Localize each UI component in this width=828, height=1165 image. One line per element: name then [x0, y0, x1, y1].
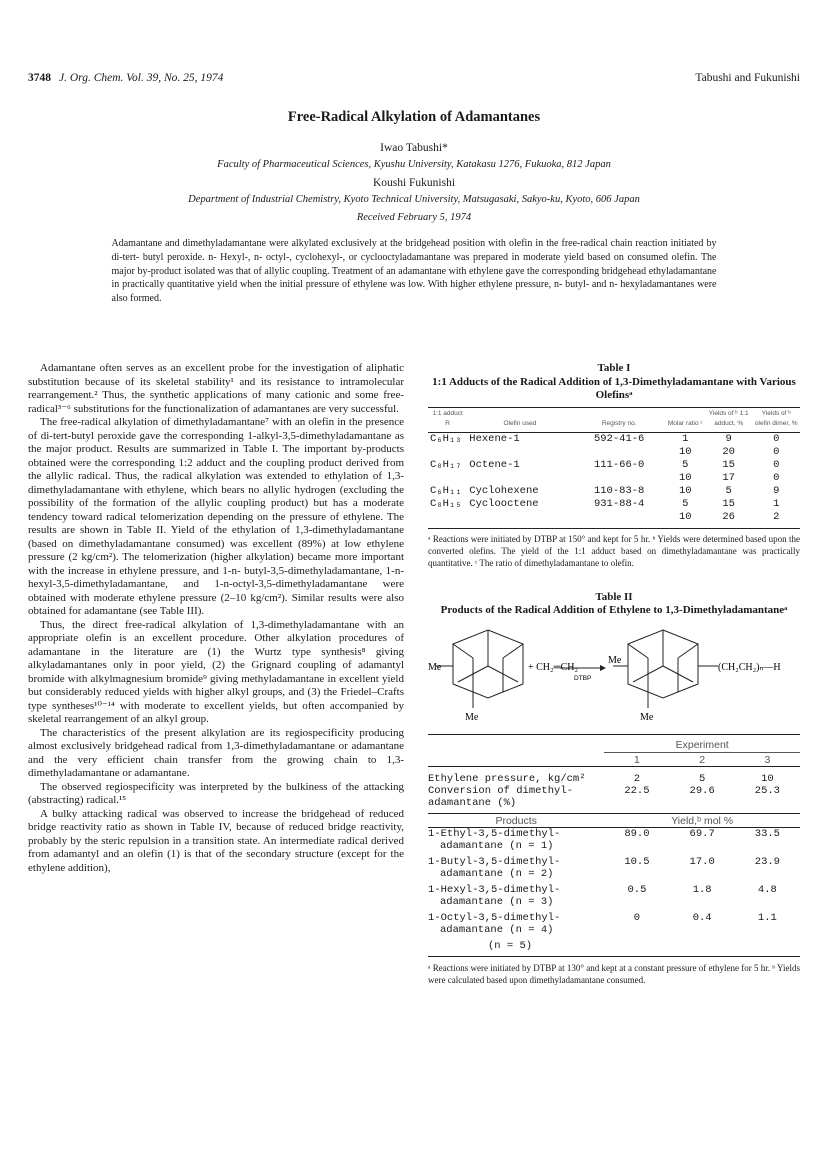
table1-header: Yields of ᵇ olefin dimer, % [754, 409, 798, 427]
product-name: 1-Butyl-3,5-dimethyl- [428, 856, 561, 868]
product-name-cont: adamantane (n = 1) [440, 840, 554, 852]
table1-header: Molar ratio ᶜ [667, 419, 703, 427]
author-2: Koushi Fukunishi [372, 177, 456, 189]
table1-footnote: ᵃ Reactions were initiated by DTBP at 150° and kept for 5 hr. ᵇ Yields were determined based upon the converted olefins. The yield of the 1:1 adduct based on dimethyladamantane was practically quantitative. ᶜ The ratio of dimethyladamantane to olefin. [428, 533, 800, 568]
table1-cell: Cyclohexene [469, 485, 539, 497]
ethylene-reagent: + CH₂═CH₂ [528, 661, 578, 673]
catalyst-label: DTBP [574, 674, 592, 682]
received-date: Received February 5, 1974 [356, 212, 472, 223]
table1-cell: 10 [678, 511, 692, 523]
table1-caption [428, 362, 800, 403]
product-yield: 10.5 [624, 856, 650, 868]
condition-label: Conversion of dimethyl-adamantane (%) [428, 785, 573, 809]
table1-cell [428, 446, 467, 459]
table1-cell: 10 [678, 472, 692, 484]
table1-cell [428, 472, 467, 485]
table1-cell: C₈H₁₇ [430, 459, 462, 471]
experiment-number: 3 [764, 753, 771, 766]
experiment-number: 2 [699, 753, 706, 766]
table1-row [428, 472, 800, 485]
condition-value: 25.3 [754, 785, 780, 797]
reaction-scheme [428, 622, 800, 734]
left-column [28, 362, 404, 875]
table1-cell: 931-88-4 [593, 498, 645, 510]
table1-row [428, 485, 800, 498]
table1-header: Registry no. [601, 419, 637, 427]
table1-cell: 15 [722, 498, 735, 510]
table2-label: Table II [595, 590, 633, 603]
condition-value: 22.5 [624, 785, 650, 797]
product-row [428, 912, 800, 924]
paragraph: The characteristics of the present alkylation are its regiospecificity producing almost exclusively bridgehead radical from 1,3-dimethyladamantane or adamantane and the very efficient chain transfer from the growing chain to 1,3-dimethyladamantane or adamantane. [28, 726, 404, 779]
reaction-arrowhead [600, 665, 606, 671]
paragraph: The observed regiospecificity was interpreted by the bulkiness of the attacking (abstracting) radical.¹⁵ [28, 780, 404, 806]
table1-cell: 1 [682, 433, 689, 445]
table1-cell: Hexene-1 [469, 433, 520, 445]
product-yield: 1.8 [692, 884, 712, 896]
table1-cell: 5 [682, 498, 689, 510]
running-head [28, 72, 800, 90]
table1-cell: 17 [722, 472, 735, 484]
table1-cell: 5 [725, 485, 732, 497]
product-row-cont [428, 896, 800, 912]
product-yield: 89.0 [624, 828, 650, 840]
table1-cell: 15 [722, 459, 735, 471]
page-number: 3748 [28, 72, 51, 84]
table1-cell: 110-83-8 [593, 485, 645, 497]
table1-cell [428, 511, 467, 524]
product-name-cont: adamantane (n = 4) [440, 924, 554, 936]
paper-title: Free-Radical Alkylation of Adamantanes [287, 109, 541, 125]
table1-cell: C₈H₁₅ [430, 498, 462, 510]
table1-row [428, 446, 800, 459]
table1-cell: 111-66-0 [593, 459, 645, 471]
me-label-right: Me [608, 654, 622, 666]
me-label-bottom-right: Me [640, 711, 654, 723]
running-authors: Tabushi and Fukunishi [695, 72, 800, 84]
table1-cell: 9 [725, 433, 732, 445]
condition-value: 2 [633, 773, 641, 785]
product-yield: 0 [633, 912, 641, 924]
author-1: Iwao Tabushi* [380, 142, 448, 154]
table1-cell: 26 [722, 511, 735, 523]
product-row [428, 828, 800, 841]
product-yield: 4.8 [757, 884, 777, 896]
table1-cell: C₆H₁₃ [430, 433, 462, 445]
table2-caption [428, 591, 800, 618]
abstract: Adamantane and dimethyladamantane were alkylated exclusively at the bridgehead position with olefin in the free-radical chain reaction initiated by di-tert- butyl peroxide. n- Hexyl-, n- octyl-, cyclohexyl-, or cyclooctyladamantane was prepared in moderate yield based on consumed olefin. The major by-product isolated was that of allylic coupling. Treatment of an adamantane with ethylene gave the corresponding bridgehead ethyladamantane in practically quantitative yield when the initial pressure of ethylene was low. With higher ethylene pressure, n- butyl- and n- hexyladamantanes were also formed. [111, 238, 717, 305]
right-column [428, 362, 800, 986]
product-name-cont: adamantane (n = 3) [440, 896, 554, 908]
table1-cell: 10 [678, 446, 692, 458]
paragraph: The free-radical alkylation of dimethyladamantane⁷ with an olefin in the presence of di-tert-butyl peroxide gave the corresponding 1-alkyl-3,5-dimethyladamantane as the major product. Results are summarized in Table I. The important by-products obtained were the corresponding 1:2 adduct and the coupling product derived from the allylic radical. Thus, the radical alkylation was extended to ethylation of 1,3-dimethyladamantane with ethylene, which bears no allylic hydrogen (excluding the possibility of the formation of the allylic coupling product) but has a moderate tendency toward radical telomerization depending on the pressure of ethylene. The results are shown in Table II. Yield of the ethylation of 1,3-dimethyladamantane (based on dimethyladamantane consumed) was excellent (89%) at low ethylene pressure (2 kg/cm²). The telomerization (higher alkylation) became more important with the increase in ethylene pressure, and 1-n- butyl-3,5-dimethyladamantane, 1-n- hexyl-3,5-dimethyladamantane, and 1-n-octyl-3,5-dimethyladamantane were obtained with moderate ethylene pressure (2–10 kg/cm²). Similar results were also obtained for adamantane (see Table III). [28, 416, 404, 617]
table1-row [428, 498, 800, 511]
table1-cell: 10 [678, 485, 692, 497]
product-name: 1-Ethyl-3,5-dimethyl- [428, 828, 561, 840]
table1-label: Table I [597, 362, 631, 374]
adamantane-right [613, 630, 718, 708]
table1-cell [467, 446, 572, 459]
table1-cell: 2 [773, 511, 780, 523]
paragraph: A bulky attacking radical was observed to increase the bridgehead of reduced bridge reactivity ratio as shown in Table IV, because of reduced bridge reactivity, probably by the steric repulsion in a transition state. An intermediate radical derived from adamantyl and an olefin (1) is that of the secondary structure (except for the ethylene addition), [28, 807, 404, 874]
table1-body [428, 432, 800, 524]
affiliation-2: Department of Industrial Chemistry, Kyoto Technical University, Matsugasaki, Sakyo-ku, Kyoto, 606 Japan [188, 194, 640, 205]
table1-cell [573, 446, 666, 459]
table1-cell: 1 [773, 498, 780, 510]
product-yield: 1.1 [757, 912, 777, 924]
experiment-number: 1 [634, 753, 640, 766]
table1-row [428, 432, 800, 446]
product-row [428, 856, 800, 868]
alkyl-chain: (CH₂CH₂)ₙ—H [718, 661, 781, 673]
product-name-cont: adamantane (n = 2) [440, 868, 554, 880]
condition-value: 10 [761, 773, 774, 785]
journal-citation: J. Org. Chem. Vol. 39, No. 25, 1974 [59, 72, 224, 84]
table1-cell: 0 [773, 433, 780, 445]
product-row-cont [428, 840, 800, 856]
table2 [428, 734, 800, 958]
product-yield: 23.9 [754, 856, 780, 868]
table1-cell: 0 [773, 446, 780, 458]
product-row [428, 884, 800, 896]
table1-cell [467, 511, 572, 524]
product-yield: 69.7 [689, 828, 715, 840]
product-yield: 33.5 [754, 828, 780, 840]
product-yield: 0.5 [627, 884, 647, 896]
table1-header: Yields of ᵇ 1:1 adduct, % [708, 409, 749, 427]
table1-cell: 5 [682, 459, 689, 471]
affiliation-1: Faculty of Pharmaceutical Sciences, Kyushu University, Katakasu 1276, Fukuoka, 812 Japan [217, 159, 611, 170]
table1-cell: C₆H₁₁ [430, 485, 462, 497]
table1-cell [467, 472, 572, 485]
table1-cell: Cyclooctene [469, 498, 539, 510]
table1-cell: 0 [773, 459, 780, 471]
table1-cell: 0 [773, 472, 780, 484]
table1-title: 1:1 Adducts of the Radical Addition of 1,3-Dimethyladamantane with Various Olefinsᵃ [432, 375, 796, 401]
table2-products [428, 828, 800, 941]
table1 [428, 407, 800, 524]
condition-value: 5 [699, 773, 706, 785]
product-name: 1-Hexyl-3,5-dimethyl- [428, 884, 561, 896]
table1-cell [573, 472, 666, 485]
table1-cell: Octene-1 [469, 459, 520, 471]
table1-cell [573, 511, 666, 524]
page [28, 72, 800, 985]
table1-cell: 20 [722, 446, 735, 458]
adamantane-left [436, 630, 523, 708]
products-label: Products [495, 814, 537, 827]
reaction-scheme-drawing [428, 622, 800, 734]
table2-footnote: ᵃ Reactions were initiated by DTBP at 130° and kept at a constant pressure of ethylene for 5 hr. ᵇ Yields were calculated based upon dimethyladamantane consumed. [428, 963, 800, 985]
product-name: 1-Octyl-3,5-dimethyl- [428, 912, 561, 924]
condition-value: 29.6 [689, 785, 715, 797]
table1-cell: 592-41-6 [593, 433, 645, 445]
product-row-cont [428, 924, 800, 940]
table2-title: Products of the Radical Addition of Ethylene to 1,3-Dimethyladamantaneᵃ [440, 604, 788, 616]
product-yield: 17.0 [689, 856, 715, 868]
table1-row [428, 511, 800, 524]
product-yield: 0.4 [692, 912, 712, 924]
table1-row [428, 459, 800, 472]
table1-cell: 9 [773, 485, 780, 497]
me-label-bottom: Me [465, 711, 479, 723]
experiment-label: Experiment [604, 739, 800, 753]
table1-header: 1:1 adduct R [432, 409, 463, 427]
me-label-left: Me [428, 661, 442, 673]
paragraph: Thus, the direct free-radical alkylation of 1,3-dimethyladamantane with an appropriate olefin is an excellent procedure. Other alkylation procedures of adamantane in the literature are (1) the Wurtz type synthesis⁸ giving alkyladamantanes only in poor yield, (2) the Grignard coupling of adamantyl bromide with alkylmagnesium bromide⁹ giving methyladamantane in excellent yield but considerably reduced yields with higher alkyl groups, and (3) the Friedel–Crafts type syntheses¹⁰⁻¹⁴ with moderate to excellent yields, but often accompanied by skeletal rearrangement of an alkyl group. [28, 618, 404, 725]
extra-row: (n = 5) [488, 940, 533, 952]
product-row-cont [428, 868, 800, 884]
table1-header: Olefin used [503, 419, 537, 427]
condition-label: Ethylene pressure, kg/cm² [428, 773, 586, 785]
paragraph: Adamantane often serves as an excellent probe for the investigation of aliphatic substitution because of its skeletal stability¹ and its resistance to intramolecular rearrangement.² Thus, the synthetic applications of many cationic and some free-radical³⁻⁶ substitutions for the functionalization of adamantanes are very successful. [28, 362, 404, 415]
yield-label: Yield,ᵇ mol % [671, 814, 734, 827]
